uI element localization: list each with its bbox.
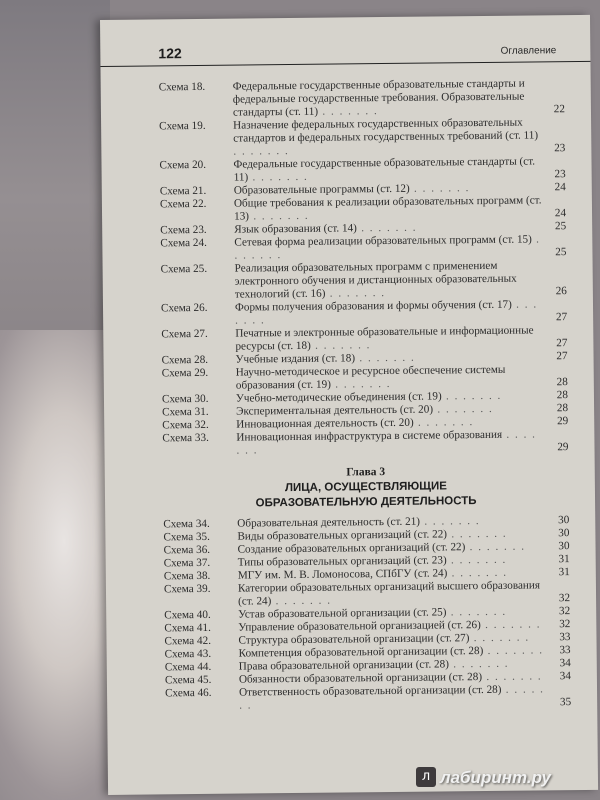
toc-entry-page: 32 [558, 592, 571, 605]
toc-entry-label: Схема 23. [160, 223, 207, 237]
toc-entry-label: Схема 41. [164, 621, 211, 635]
toc-entry-label: Схема 42. [164, 634, 212, 648]
dot-leader: . . . . . . . [446, 605, 507, 619]
toc-entry-title: Инновационная деятельность (ст. 20) [236, 416, 414, 431]
toc-entry-label: Схема 44. [164, 660, 212, 674]
dot-leader: . . . . . . . [469, 631, 530, 645]
toc-entry-title: Учебно-методические объединения (ст. 19) [235, 390, 442, 405]
toc-entry-page: 24 [554, 181, 566, 194]
toc-entry-title: Образовательная деятельность (ст. 21) [237, 515, 421, 530]
dot-leader: . . . . . . . [409, 182, 470, 195]
toc-entry-label: Схема 38. [163, 569, 211, 583]
toc-entry-title-block [235, 324, 543, 353]
toc-entry-page: 25 [555, 246, 567, 259]
toc-entry-page: 22 [553, 103, 566, 116]
running-title: Оглавление [500, 45, 557, 57]
dot-leader: . . . . . . . [413, 416, 474, 429]
toc-entry-title-block [233, 116, 541, 158]
toc-entry-page: 23 [554, 142, 566, 155]
dot-leader: . . . . . . . [310, 339, 372, 352]
toc-entry-page: 29 [556, 415, 569, 428]
toc-entry-label: Схема 34. [163, 517, 210, 531]
toc-entry-label: Схема 30. [161, 392, 209, 406]
toc-entry-title: Экспериментальная деятельность (ст. 20) [236, 403, 434, 418]
toc-entry-page: 28 [556, 402, 569, 415]
dot-leader: . . . . . . . [481, 670, 543, 684]
toc-entry-page: 29 [557, 441, 569, 454]
toc-entry-title-block [235, 259, 543, 301]
toc-entry [165, 683, 571, 713]
toc-entry-title-block [234, 233, 542, 262]
toc-entry-page: 30 [558, 527, 570, 540]
toc-entry-label: Схема 40. [164, 608, 211, 622]
book-page [100, 15, 598, 795]
toc-entry-page: 23 [554, 168, 566, 181]
toc-entry-title: Язык образования (ст. 14) [234, 222, 357, 236]
dot-leader: . . . . . . . [248, 209, 310, 223]
dot-leader: . . . . . . . [248, 170, 309, 184]
table-of-contents [159, 77, 572, 713]
toc-entry-label: Схема 46. [164, 686, 212, 700]
dot-leader: . . . . . . . [441, 389, 502, 403]
toc-entry-label: Схема 22. [159, 197, 207, 211]
toc-entry-title: Назначение федеральных государственных образовательных стандартов и федеральных государственных требований (ст. 11) [233, 116, 539, 145]
toc-entry-title: Управление образовательной организацией (ст. 26) [238, 619, 481, 634]
dot-leader: . . . . . . . [234, 233, 541, 262]
toc-entry-label: Схема 19. [159, 119, 206, 133]
toc-entry-title-block [234, 194, 542, 223]
toc-entry-page: 28 [556, 389, 569, 402]
dot-leader: . . . . . . . [432, 402, 494, 416]
toc-entry-title: Права образовательной организации (ст. 28) [238, 658, 449, 673]
toc-entry-title: Федеральные государственные образовательные стандарты и федеральные государственные требования. Образовательные стандарты (ст. 11) [232, 77, 525, 119]
toc-entry-title: Категории образовательных организаций высшего образования (ст. 24) [237, 579, 541, 608]
toc-entry-title: Создание образовательных организаций (ст. 22) [237, 541, 466, 556]
dot-leader: . . . . . . . [233, 145, 290, 158]
toc-entry-label: Схема 25. [160, 262, 208, 276]
toc-entry-title: Структура образовательной организации (ст. 27) [238, 632, 470, 647]
toc-entry-title-block [236, 363, 544, 392]
dot-leader: . . . . . . . [465, 540, 526, 554]
toc-entry-page: 26 [555, 285, 567, 298]
dot-leader: . . . . . . . [446, 553, 507, 567]
dot-leader: . . . . . . . [239, 683, 545, 712]
toc-entry-label: Схема 21. [159, 184, 207, 198]
toc-entry-title: Реализация образовательных программ с применением электронного обучения и дистанционных образовательных технологий (ст. 16) [234, 259, 517, 301]
toc-entry-title-block [233, 77, 541, 119]
toc-entry [162, 428, 568, 458]
toc-entry-title: Печатные и электронные образовательные и информационные ресурсы (ст. 18) [235, 324, 534, 353]
toc-entry-page: 24 [554, 207, 567, 220]
toc-entry-label: Схема 39. [163, 582, 211, 596]
dot-leader: . . . . . . . [356, 221, 418, 235]
toc-entry-label: Схема 33. [162, 431, 209, 445]
toc-entry-page: 34 [559, 657, 571, 670]
toc-entry-page: 30 [558, 514, 570, 527]
toc-entry-page: 35 [559, 696, 572, 709]
toc-entry-title: Учебные издания (ст. 18) [235, 352, 356, 366]
chapter-title-line-1: ЛИЦА, ОСУЩЕСТВЛЯЮЩИЕ [284, 480, 447, 495]
toc-list-bottom [163, 514, 571, 713]
toc-entry-page: 31 [558, 566, 570, 579]
toc-entry-page: 30 [558, 540, 570, 553]
toc-entry-title: Виды образовательных организаций (ст. 22) [237, 528, 448, 543]
toc-entry-title: Научно-методическое и ресурсное обеспечение системы образования (ст. 19) [235, 363, 506, 392]
toc-entry-title: Компетенция образовательной организации (ст. 28) [238, 645, 484, 660]
toc-entry-page: 32 [558, 605, 571, 618]
chapter-title-line-2: ОБРАЗОВАТЕЛЬНУЮ ДЕЯТЕЛЬНОСТЬ [255, 495, 477, 510]
toc-entry-title: Образовательные программы (ст. 12) [233, 182, 410, 197]
dot-leader: . . . . . . . [236, 428, 537, 457]
toc-entry-label: Схема 27. [161, 327, 208, 341]
toc-entry-title: Ответственность образовательной организации (ст. 28) [238, 683, 502, 699]
toc-entry-page: 34 [559, 670, 571, 683]
chapter-title [163, 478, 569, 512]
dot-leader: . . . . . . . [448, 657, 510, 671]
toc-entry-title-block [235, 298, 543, 327]
toc-entry-label: Схема 18. [158, 80, 206, 94]
toc-entry [161, 259, 567, 302]
dot-leader: . . . . . . . [354, 351, 416, 365]
toc-entry-label: Схема 45. [164, 673, 212, 687]
dot-leader: . . . . . . . [318, 105, 379, 118]
toc-entry-title: Обязанности образовательной организации (ст. 28) [238, 671, 483, 686]
chapter-heading [163, 462, 569, 512]
toc-entry-title: Устав образовательной организации (ст. 25) [238, 606, 447, 621]
toc-list-top [159, 77, 569, 458]
toc-entry-page: 27 [556, 350, 568, 363]
dot-leader: . . . . . . . [271, 594, 332, 608]
toc-entry-label: Схема 29. [161, 366, 209, 380]
toc-entry-title-block [236, 428, 544, 457]
toc-entry-label: Схема 28. [161, 353, 209, 367]
dot-leader: . . . . . . . [483, 644, 544, 658]
toc-entry-label: Схема 37. [163, 556, 211, 570]
toc-entry-page: 31 [558, 553, 570, 566]
background-surface [0, 0, 110, 330]
toc-entry [159, 77, 565, 120]
dot-leader: . . . . . . . [447, 566, 508, 580]
toc-entry-title: Формы получения образования и формы обучения (ст. 17) [234, 298, 512, 314]
toc-entry-label: Схема 20. [159, 158, 207, 172]
toc-entry-page: 32 [559, 618, 571, 631]
toc-entry-title: МГУ им. М. В. Ломоносова, СПбГУ (ст. 24) [237, 567, 448, 582]
toc-entry [159, 116, 565, 159]
labyrinth-logo-icon: л [416, 767, 436, 787]
page-number: 122 [158, 45, 182, 62]
dot-leader: . . . . . . . [446, 527, 508, 541]
watermark-text: лабиринт.ру [440, 768, 551, 787]
toc-entry-title: Федеральные государственные образовательные стандарты (ст. 11) [233, 155, 536, 184]
toc-entry-label: Схема 26. [160, 301, 208, 315]
dot-leader: . . . . . . . [325, 287, 386, 300]
toc-entry-page: 33 [559, 644, 571, 657]
toc-entry-title-block [239, 683, 547, 712]
toc-entry-label: Схема 24. [160, 236, 207, 250]
toc-entry-title-block [233, 155, 541, 184]
toc-entry-title: Типы образовательных организаций (ст. 23) [237, 554, 447, 569]
toc-entry-label: Схема 32. [162, 418, 209, 432]
dot-leader: . . . . . . . [419, 515, 481, 528]
toc-entry-page: 27 [555, 311, 568, 324]
toc-entry-page: 33 [559, 631, 571, 644]
dot-leader: . . . . . . . [480, 618, 542, 632]
toc-entry-label: Схема 43. [164, 647, 212, 661]
toc-entry-title: Общие требования к реализации образовательных программ (ст. 13) [233, 194, 542, 223]
toc-entry-label: Схема 36. [163, 543, 211, 557]
toc-entry-page: 27 [556, 337, 568, 350]
toc-entry-page: 25 [554, 220, 567, 233]
chapter-number: Глава 3 [346, 466, 386, 479]
dot-leader: . . . . . . . [330, 377, 392, 391]
page-header [100, 39, 590, 67]
toc-entry-page: 28 [556, 376, 568, 389]
toc-entry-label: Схема 31. [162, 405, 209, 419]
toc-entry-label: Схема 35. [163, 530, 210, 544]
dot-leader: . . . . . . . [235, 298, 538, 327]
toc-entry-title-block [238, 579, 546, 608]
toc-entry-title: Инновационная инфраструктура в системе образования [236, 428, 503, 444]
toc-entry-title: Сетевая форма реализации образовательных программ (ст. 15) [234, 233, 532, 249]
